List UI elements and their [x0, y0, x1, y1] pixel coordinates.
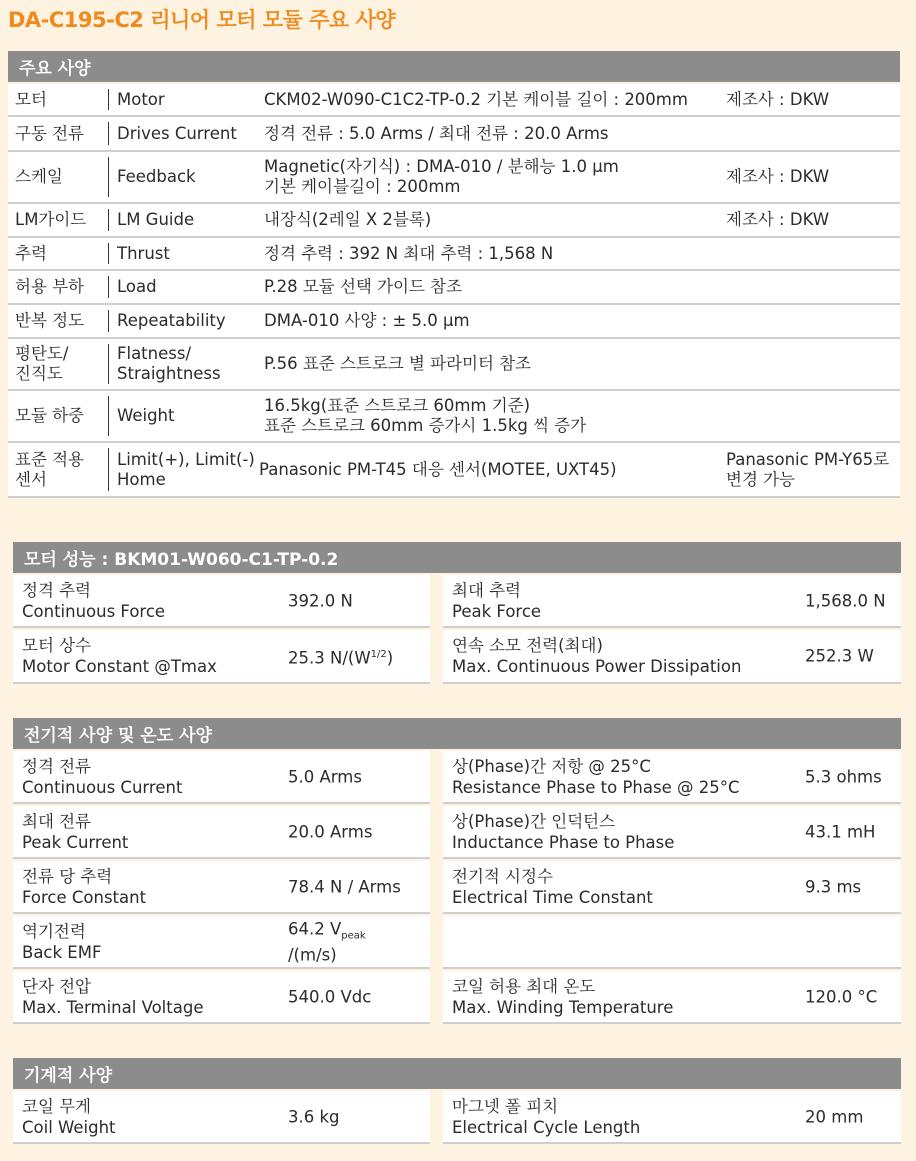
- elec-cell-force-constant: [13, 861, 430, 914]
- cell-value: 9.3 ms: [805, 877, 862, 896]
- spec-row-weight: [8, 391, 900, 443]
- elec-cell-peak-current: [13, 806, 430, 859]
- cell-label-ko: 정격 추력: [22, 580, 92, 600]
- motor-cell-power-dissipation: [443, 630, 901, 684]
- spec-label-ko: 모터: [15, 89, 47, 109]
- spec-maker: Panasonic PM-Y65로: [726, 449, 890, 469]
- cell-label-en: Back EMF: [22, 942, 102, 962]
- spec-maker: 제조사 : DKW: [726, 167, 830, 186]
- mech-cell-cycle-length: [443, 1091, 901, 1144]
- spec-row-repeatability: [8, 305, 900, 339]
- spec-value: Magnetic(자기식) : DMA-010 / 분해능 1.0 μm: [264, 157, 619, 176]
- spec-label-en-block: [108, 344, 267, 384]
- cell-label-en: Max. Continuous Power Dissipation: [452, 657, 742, 676]
- spec-label-ko-line2: 진직도: [15, 364, 63, 383]
- spec-label-ko-block: [15, 443, 105, 496]
- cell-value-tail: ): [386, 648, 394, 668]
- spec-row-lm-guide: [8, 204, 900, 238]
- mech-cell-coil-weight: [13, 1091, 430, 1144]
- spec-value: P.56 표준 스트로크 별 파라미터 참조: [264, 354, 532, 373]
- elec-cell-time-constant: [443, 861, 901, 914]
- cell-label-ko: 전류 당 추력: [22, 866, 113, 886]
- spec-label-en: Drives Current: [108, 122, 267, 145]
- motor-cell-motor-constant: [13, 630, 430, 684]
- elec-cell-winding-temp: [443, 971, 901, 1024]
- cell-value-group: [288, 919, 366, 964]
- spec-label-ko: 평탄도/: [15, 344, 69, 363]
- spec-label-ko: 구동 전류: [15, 123, 85, 143]
- motor-cell-peak-force: [443, 575, 901, 628]
- spec-value: 정격 추력 : 392 N 최대 추력 : 1,568 N: [264, 243, 554, 263]
- spec-label-ko-block: [15, 339, 105, 389]
- spec-label-ko: 스케일: [15, 167, 63, 186]
- cell-value: 25.3 N/(W: [288, 648, 371, 668]
- spec-label-en: Weight: [108, 396, 267, 436]
- cell-value-line2: /(m/s): [288, 945, 337, 965]
- spec-value: CKM02-W090-C1C2-TP-0.2 기본 케이블 길이 : 200mm: [264, 89, 688, 109]
- spec-maker-line2: 변경 가능: [726, 469, 796, 489]
- cell-value: 64.2 V: [288, 918, 342, 938]
- spec-row-thrust: [8, 238, 900, 271]
- motor-cell-continuous-force: [13, 575, 430, 628]
- spec-value: Panasonic PM-T45 대응 센서(MOTEE, UXT45): [259, 459, 617, 479]
- spec-section-header: 주요 사양: [8, 51, 900, 82]
- cell-label-en: Electrical Cycle Length: [452, 1117, 641, 1137]
- spec-table: [8, 84, 900, 498]
- spec-label-ko-line2: 센서: [15, 469, 47, 489]
- spec-label-en: Repeatability: [108, 310, 267, 332]
- spec-label-ko: 모듈 하중: [15, 406, 85, 425]
- spec-label-ko: 표준 적용: [15, 449, 85, 469]
- spec-row-motor: [8, 84, 900, 117]
- elec-cell-continuous-current: [13, 751, 430, 804]
- motor-section-header: 모터 성능 : BKM01-W060-C1-TP-0.2: [13, 542, 901, 573]
- spec-label-ko: LM가이드: [15, 210, 87, 229]
- cell-label-en: Continuous Current: [22, 777, 183, 797]
- cell-label-en: Peak Current: [22, 832, 129, 852]
- cell-label-ko: 상(Phase)간 저항 @ 25°C: [452, 756, 651, 776]
- cell-value: 78.4 N / Arms: [288, 877, 401, 896]
- spec-value-block: [264, 391, 734, 441]
- spec-value: 16.5kg(표준 스트로크 60mm 기준): [264, 396, 531, 415]
- spec-value: DMA-010 사양 : ± 5.0 μm: [264, 311, 470, 330]
- cell-label-en: Peak Force: [452, 601, 542, 621]
- spec-value: 내장식(2레일 X 2블록): [264, 210, 432, 229]
- spec-row-drives-current: [8, 117, 900, 152]
- cell-value: 3.6 kg: [288, 1107, 340, 1126]
- elec-cell-inductance: [443, 806, 901, 859]
- elec-cell-resistance: [443, 751, 901, 804]
- cell-label-en: Max. Winding Temperature: [452, 997, 674, 1017]
- spec-value-line2: 기본 케이블길이 : 200mm: [264, 177, 461, 196]
- cell-label-en: Inductance Phase to Phase: [452, 832, 675, 852]
- cell-label-ko: 연속 소모 전력(최대): [452, 636, 603, 655]
- spec-label-en: Motor: [108, 89, 267, 110]
- cell-value-group: [288, 644, 393, 669]
- spec-value: P.28 모듈 선택 가이드 참조: [264, 277, 463, 296]
- cell-value: 392.0 N: [288, 591, 353, 610]
- spec-row-load: [8, 271, 900, 305]
- cell-label-en: Coil Weight: [22, 1117, 116, 1137]
- spec-maker-block: [726, 443, 898, 496]
- spec-label-en: LM Guide: [108, 209, 267, 231]
- cell-value: 5.0 Arms: [288, 767, 362, 786]
- spec-maker: 제조사 : DKW: [726, 210, 830, 229]
- cell-value: 5.3 ohms: [805, 767, 882, 786]
- cell-label-ko: 단자 전압: [22, 976, 92, 996]
- cell-label-ko: 최대 추력: [452, 580, 522, 600]
- cell-label-en: Continuous Force: [22, 601, 166, 621]
- cell-label-ko: 코일 허용 최대 온도: [452, 976, 596, 996]
- cell-label-en: Motor Constant @Tmax: [22, 657, 217, 676]
- elec-section-header: 전기적 사양 및 온도 사양: [13, 718, 901, 749]
- cell-label-ko: 정격 전류: [22, 756, 92, 776]
- spec-row-feedback: [8, 152, 900, 204]
- cell-value: 1,568.0 N: [805, 591, 886, 610]
- cell-value: 20.0 Arms: [288, 822, 373, 841]
- spec-label-ko: 허용 부하: [15, 277, 85, 296]
- page-title: DA-C195-C2 리니어 모터 모듈 주요 사양: [8, 8, 396, 32]
- spec-label-ko: 반복 정도: [15, 311, 85, 330]
- spec-label-en: Feedback: [108, 157, 267, 197]
- cell-label-en: Force Constant: [22, 887, 147, 907]
- cell-label-en: Resistance Phase to Phase @ 25°C: [452, 777, 740, 797]
- spec-label-en-line2: Home: [117, 469, 166, 489]
- cell-value-sup: 1/2: [370, 648, 387, 660]
- cell-label-ko: 모터 상수: [22, 636, 92, 655]
- cell-label-ko: 상(Phase)간 인덕턴스: [452, 811, 616, 831]
- spec-label-en: Thrust: [108, 243, 267, 264]
- cell-value: 43.1 mH: [805, 822, 876, 841]
- cell-value: 20 mm: [805, 1107, 864, 1126]
- spec-row-sensor: [8, 443, 900, 498]
- cell-label-ko: 전기적 시정수: [452, 866, 553, 886]
- cell-value: 252.3 W: [805, 646, 874, 666]
- mech-section-header: 기계적 사양: [13, 1058, 901, 1089]
- cell-value: 120.0 °C: [805, 987, 878, 1006]
- elec-cell-back-emf: [13, 916, 430, 969]
- cell-label-ko: 마그넷 폴 피치: [452, 1096, 559, 1116]
- cell-label-ko: 최대 전류: [22, 811, 92, 831]
- spec-value-block: [264, 152, 734, 202]
- elec-cell-terminal-voltage: [13, 971, 430, 1024]
- cell-label-en: Max. Terminal Voltage: [22, 997, 204, 1017]
- cell-label-ko: 코일 무게: [22, 1096, 92, 1116]
- spec-row-flatness: [8, 339, 900, 391]
- spec-label-ko: 추력: [15, 243, 47, 263]
- spec-label-en: Limit(+), Limit(-): [117, 449, 255, 469]
- cell-label-ko: 역기전력: [22, 921, 86, 941]
- spec-value-line2: 표준 스트로크 60mm 증가시 1.5kg 씩 증가: [264, 416, 587, 435]
- spec-label-en-line2: Straightness: [117, 364, 221, 383]
- cell-label-en: Electrical Time Constant: [452, 887, 653, 907]
- spec-label-en: Load: [108, 276, 267, 298]
- spec-label-en: Flatness/: [117, 344, 192, 363]
- spec-label-en-block: [108, 448, 267, 491]
- elec-cell-empty: [443, 916, 901, 969]
- cell-value: 540.0 Vdc: [288, 987, 372, 1006]
- spec-value: 정격 전류 : 5.0 Arms / 최대 전류 : 20.0 Arms: [264, 123, 609, 143]
- spec-maker: 제조사 : DKW: [726, 89, 830, 109]
- cell-value-sub: peak: [341, 930, 366, 942]
